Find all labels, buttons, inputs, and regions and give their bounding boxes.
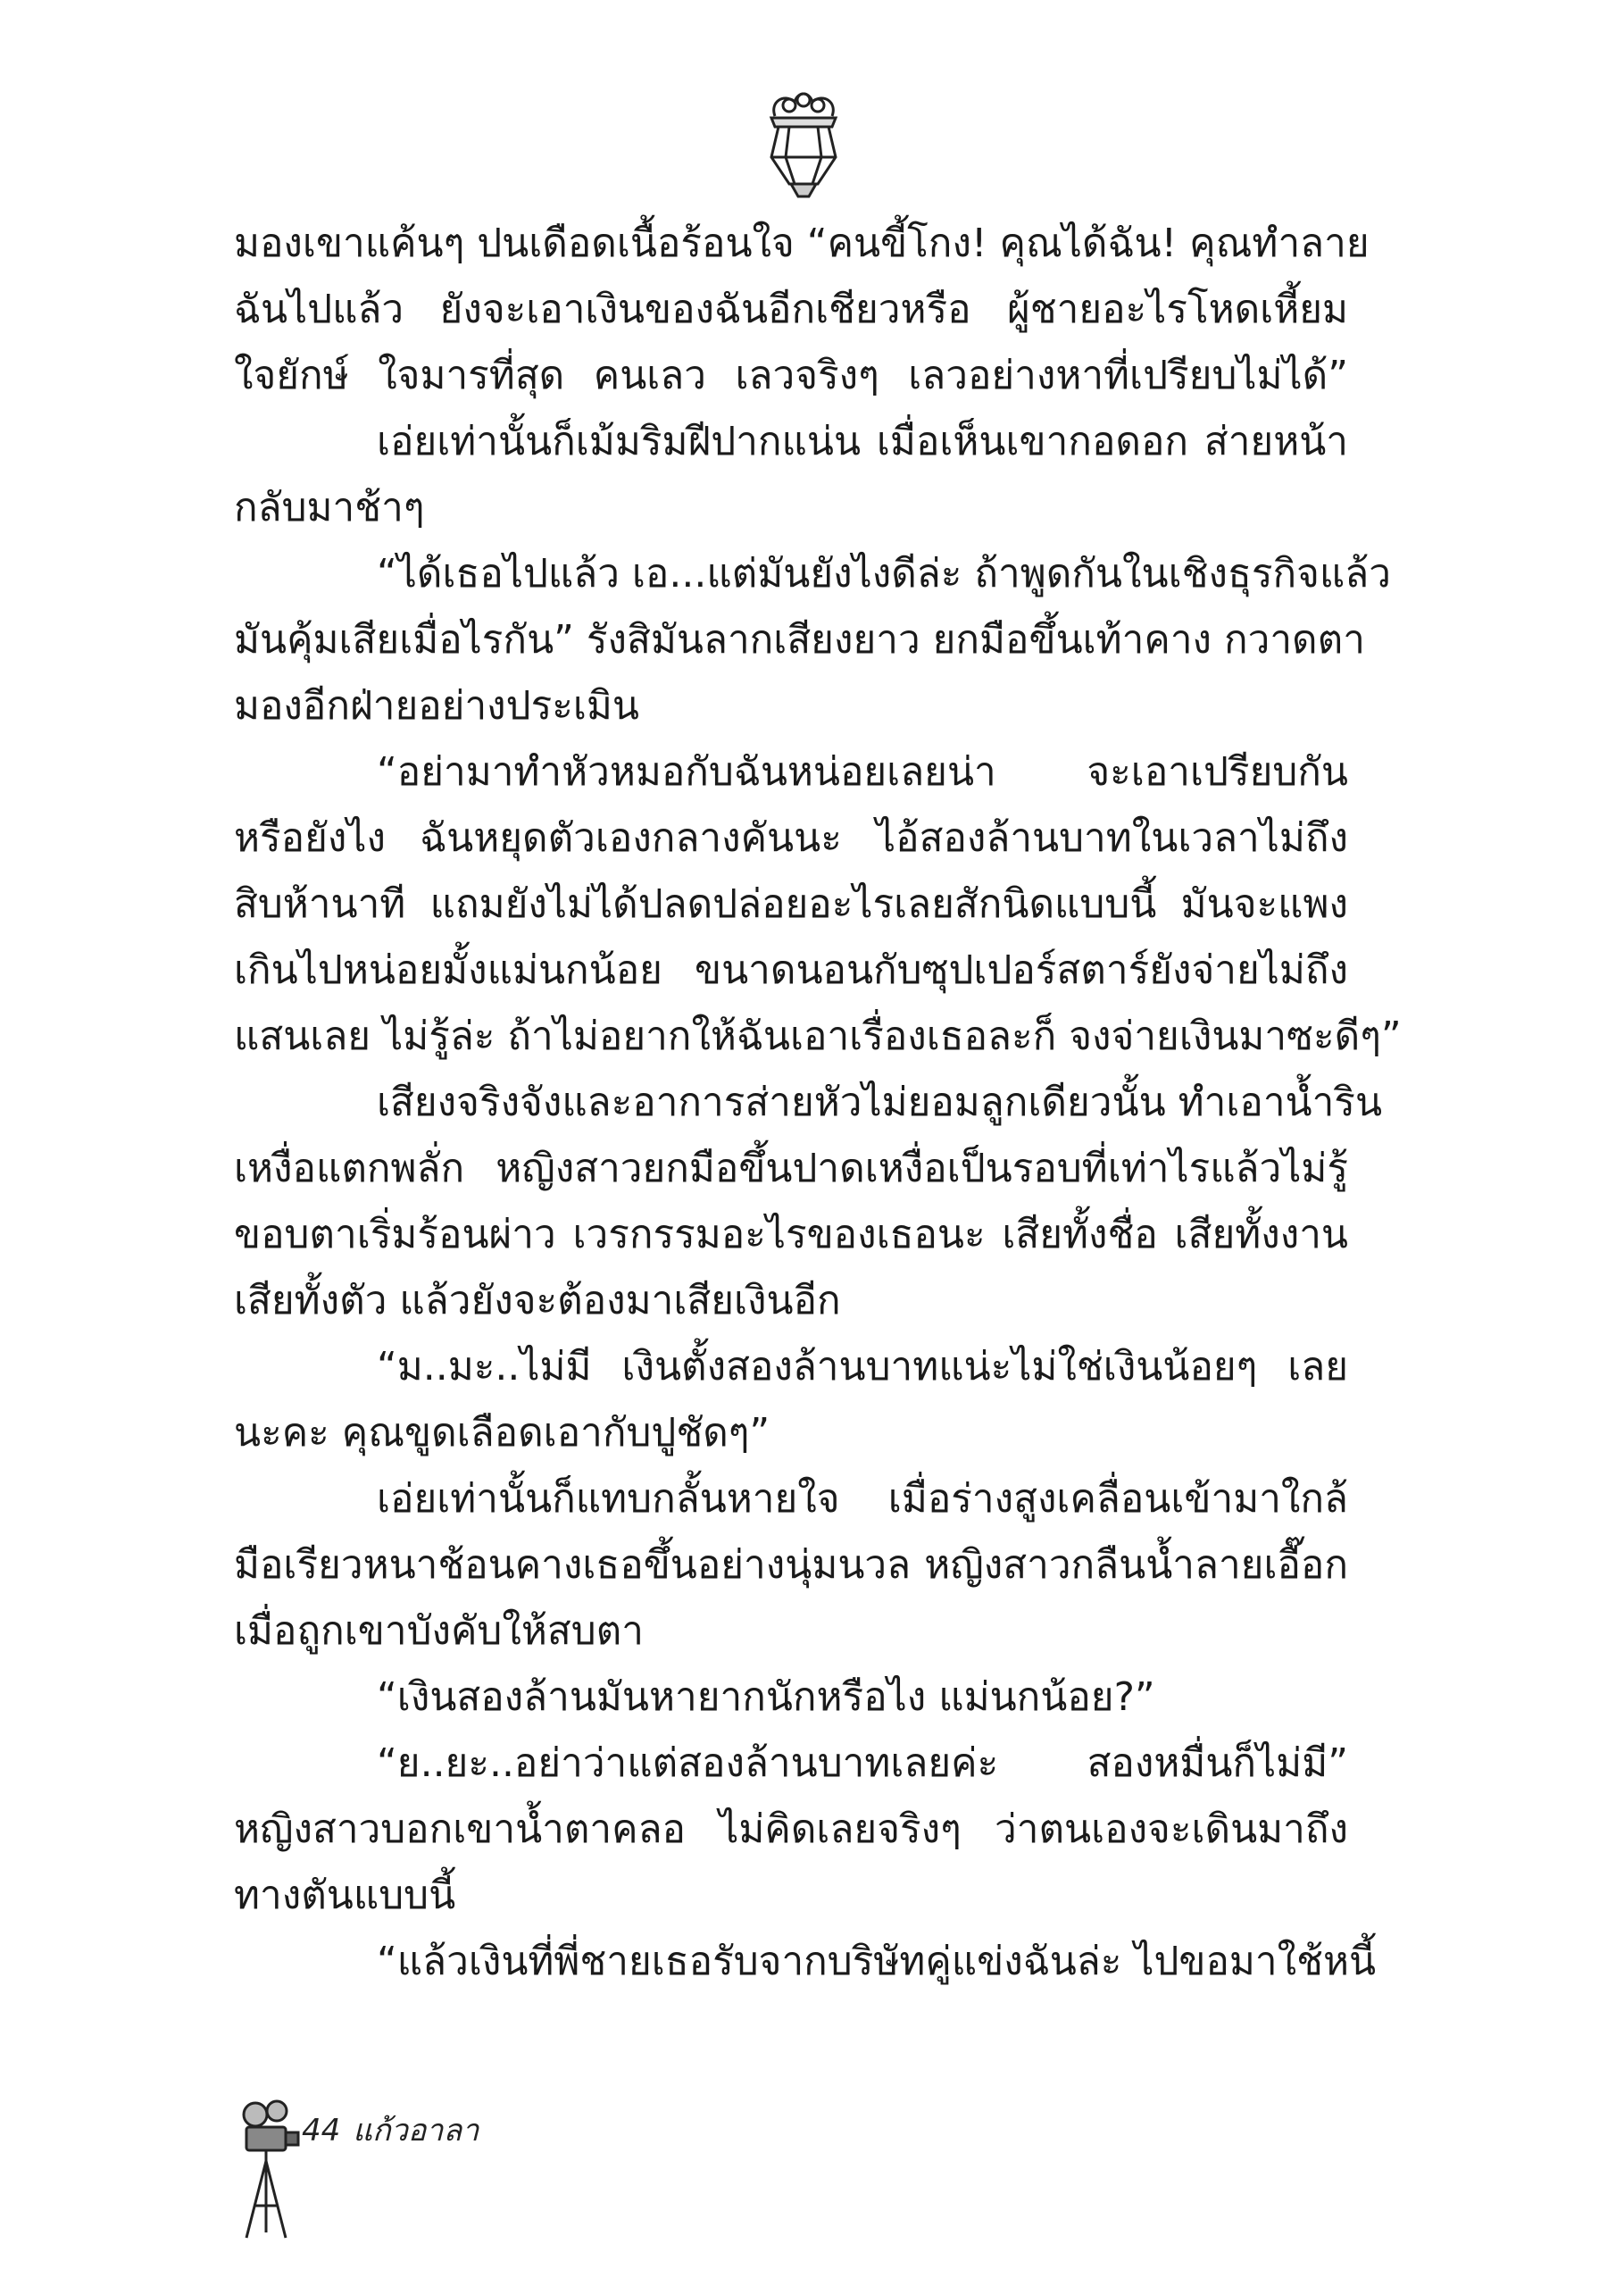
text-line: เมื่อถูกเขาบังคับให้สบตา bbox=[234, 1608, 644, 1654]
text-line: เหงื่อแตกพลั่ก หญิงสาวยกมือขึ้นปาดเหงื่อเป็นรอบที่เท่าไรแล้วไม่รู้ bbox=[234, 1146, 1348, 1191]
text-line: แสนเลย ไม่รู้ล่ะ ถ้าไม่อยากให้ฉันเอาเรื่องเธอละก็ จงจ่ายเงินมาซะดีๆ” bbox=[234, 1014, 1402, 1059]
page-number: 44 bbox=[302, 2113, 341, 2149]
page-footer bbox=[302, 2106, 491, 2154]
text-line: กลับมาช้าๆ bbox=[234, 485, 425, 530]
text-line: ทางตันแบบนี้ bbox=[234, 1873, 456, 1918]
story-text bbox=[234, 211, 1402, 1995]
text-line: เสียทั้งตัว แล้วยังจะต้องมาเสียเงินอีก bbox=[234, 1278, 841, 1323]
text-line: “เงินสองล้านมันหายากนักหรือไง แม่นกน้อย?” bbox=[377, 1674, 1155, 1720]
text-line: เอ่ยเท่านั้นก็เม้มริมฝีปากแน่น เมื่อเห็นเขากอดอก ส่ายหน้า bbox=[377, 419, 1348, 464]
text-line: มันคุ้มเสียเมื่อไรกัน” รังสิมันลากเสียงยาว ยกมือขึ้นเท้าคาง กวาดตา bbox=[234, 617, 1365, 663]
text-line: มองอีกฝ่ายอย่างประเมิน bbox=[234, 683, 639, 729]
text-line: เสียงจริงจังและอาการส่ายหัวไม่ยอมลูกเดียวนั้น ทำเอาน้ำริน bbox=[377, 1080, 1383, 1125]
text-line: มองเขาแค้นๆ ปนเดือดเนื้อร้อนใจ “คนขี้โกง! คุณได้ฉัน! คุณทำลาย bbox=[234, 221, 1370, 266]
text-line: ขอบตาเริ่มร้อนผ่าว เวรกรรมอะไรของเธอนะ เสียทั้งชื่อ เสียทั้งงาน bbox=[234, 1212, 1348, 1257]
book-title: แก้วอาลา bbox=[353, 2113, 479, 2149]
text-line: สิบห้านาที แถมยังไม่ได้ปลดปล่อยอะไรเลยสักนิดแบบนี้ มันจะแพง bbox=[234, 881, 1348, 927]
lantern-ornament-icon bbox=[750, 86, 857, 202]
text-line: มือเรียวหนาช้อนคางเธอขึ้นอย่างนุ่มนวล หญิงสาวกลืนน้ำลายเอื๊อก bbox=[234, 1542, 1348, 1588]
text-line: “แล้วเงินที่พี่ชายเธอรับจากบริษัทคู่แข่งฉันล่ะ ไปขอมาใช้หนี้ bbox=[377, 1939, 1377, 1984]
text-line: “ได้เธอไปแล้ว เอ...แต่มันยังไงดีล่ะ ถ้าพูดกันในเชิงธุรกิจแล้ว bbox=[377, 551, 1391, 597]
text-line: หญิงสาวบอกเขาน้ำตาคลอ ไม่คิดเลยจริงๆ ว่าตนเองจะเดินมาถึง bbox=[234, 1807, 1348, 1852]
text-line: เกินไปหน่อยมั้งแม่นกน้อย ขนาดนอนกับซุปเปอร์สตาร์ยังจ่ายไม่ถึง bbox=[234, 947, 1348, 993]
text-line: ฉันไปแล้ว ยังจะเอาเงินของฉันอีกเชียวหรือ ผู้ชายอะไรโหดเหี้ยม bbox=[234, 287, 1348, 332]
text-line: เอ่ยเท่านั้นก็แทบกลั้นหายใจ เมื่อร่างสูงเคลื่อนเข้ามาใกล้ bbox=[377, 1476, 1348, 1522]
text-line: “อย่ามาทำหัวหมอกับฉันหน่อยเลยน่า จะเอาเปรียบกัน bbox=[377, 749, 1348, 795]
text-line: หรือยังไง ฉันหยุดตัวเองกลางคันนะ ไอ้สองล้านบาทในเวลาไม่ถึง bbox=[234, 815, 1348, 861]
text-line: ใจยักษ์ ใจมารที่สุด คนเลว เลวจริงๆ เลวอย่างหาที่เปรียบไม่ได้” bbox=[234, 353, 1348, 398]
text-line: “ย..ยะ..อย่าว่าแต่สองล้านบาทเลยค่ะ สองหมื่นก็ไม่มี” bbox=[377, 1740, 1348, 1786]
text-line: “ม..มะ..ไม่มี เงินตั้งสองล้านบาทแน่ะไม่ใช่เงินน้อยๆ เลย bbox=[377, 1344, 1348, 1389]
text-line: นะคะ คุณขูดเลือดเอากับปูชัดๆ” bbox=[234, 1410, 770, 1456]
